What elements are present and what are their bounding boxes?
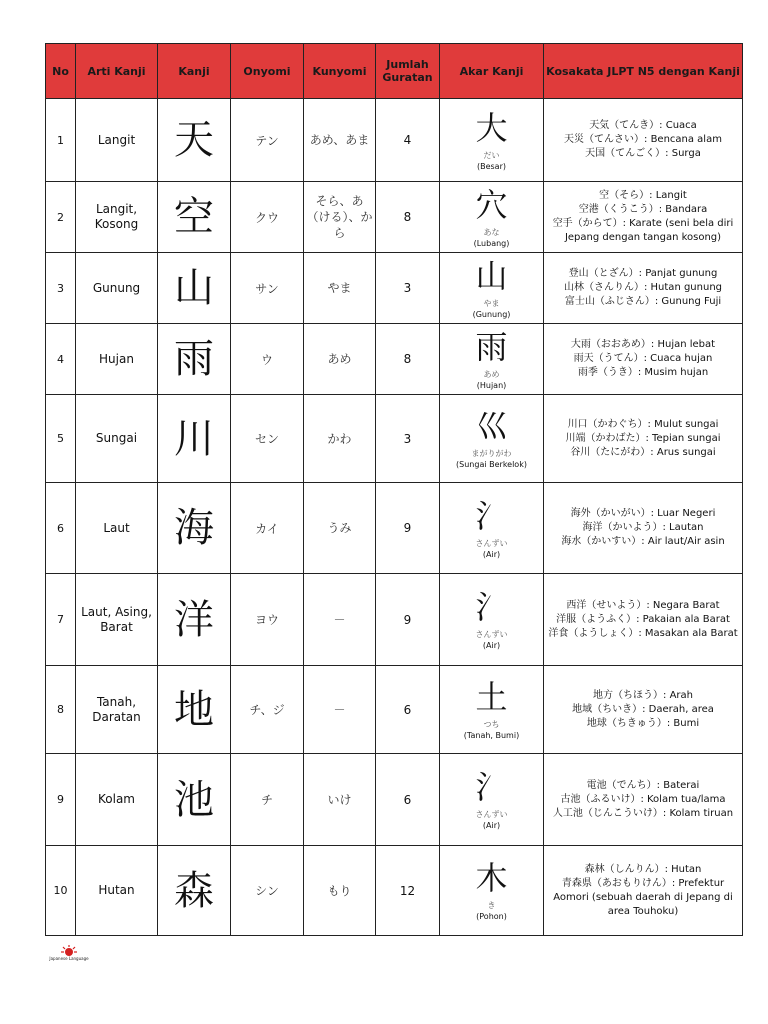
vocabulary-item: 天災（てんさい）: Bencana alam [564, 134, 722, 145]
row-number: 3 [46, 253, 76, 324]
radical-meaning: (Sungai Berkelok) [456, 460, 527, 469]
radical-character: 氵 [475, 496, 508, 535]
radical-reading: さんずい [475, 538, 508, 548]
row-number: 8 [46, 666, 76, 754]
radical-meaning: (Tanah, Bumi) [463, 731, 520, 740]
kunyomi-reading: － [304, 574, 376, 666]
radical-cell [440, 324, 544, 395]
vocabulary-item: 天気（てんき）: Cuaca [589, 120, 697, 131]
radical-cell [440, 846, 544, 936]
kanji-table [45, 43, 743, 936]
kanji-meaning: Tanah, Daratan [76, 666, 158, 754]
onyomi-reading: ヨウ [231, 574, 304, 666]
vocabulary-item: 山林（さんりん）: Hutan gunung [563, 282, 723, 293]
vocabulary-item: 海洋（かいよう）: Lautan [582, 522, 704, 533]
vocabulary-list [544, 483, 743, 574]
table-row [46, 846, 743, 936]
kanji-meaning: Langit [76, 99, 158, 182]
radical-reading: だい [483, 150, 500, 160]
vocabulary-item: 空手（からて）: Karate (seni bela diri Jepang dengan tangan kosong) [552, 218, 734, 243]
radical-reading: つち [483, 720, 500, 729]
row-number: 2 [46, 182, 76, 253]
vocabulary-item: 洋食（ようしょく）: Masakan ala Barat [548, 627, 738, 639]
kanji-character: 海 [158, 483, 231, 574]
logo-text: Japanese Language [49, 956, 89, 961]
table-row [46, 666, 743, 754]
vocabulary-item: 富士山（ふじさん）: Gunung Fuji [564, 296, 722, 307]
radical-reading: まがりがわ [471, 449, 512, 458]
vocabulary-item: 空港（くうこう）: Bandara [578, 204, 708, 215]
onyomi-reading: セン [231, 395, 304, 483]
header-kanji: Kanji [158, 44, 231, 99]
header-no: No [46, 44, 76, 99]
vocabulary-list [544, 324, 743, 395]
vocabulary-list [544, 99, 743, 182]
stroke-count: 6 [376, 666, 440, 754]
row-number: 10 [46, 846, 76, 936]
table-row [46, 253, 743, 324]
kunyomi-reading: － [304, 666, 376, 754]
row-number: 6 [46, 483, 76, 574]
radical-character: 雨 [475, 327, 508, 366]
radical-cell [440, 666, 544, 754]
header-akar: Akar Kanji [440, 44, 544, 99]
vocabulary-item: 森林（しんりん）: Hutan [584, 863, 702, 875]
kanji-meaning: Kolam [76, 754, 158, 846]
sun-icon [61, 945, 77, 956]
vocabulary-item: 海水（かいすい）: Air laut/Air asin [561, 536, 725, 547]
kunyomi-reading: あめ、あま [304, 99, 376, 182]
vocabulary-item: 青森県（あおもりけん）: Prefektur Aomori (sebuah daerah di Jepang di area Touhoku) [553, 877, 733, 917]
row-number: 7 [46, 574, 76, 666]
onyomi-reading: カイ [231, 483, 304, 574]
kanji-character: 山 [158, 253, 231, 324]
radical-character: 穴 [475, 185, 508, 224]
stroke-count: 3 [376, 253, 440, 324]
stroke-count: 8 [376, 182, 440, 253]
header-onyomi: Onyomi [231, 44, 304, 99]
row-number: 1 [46, 99, 76, 182]
kanji-meaning: Gunung [76, 253, 158, 324]
vocabulary-item: 地球（ちきゅう）: Bumi [586, 717, 700, 729]
table-row [46, 574, 743, 666]
table-row [46, 99, 743, 182]
kanji-meaning: Langit, Kosong [76, 182, 158, 253]
vocabulary-item: 電池（でんち）: Baterai [586, 779, 700, 791]
onyomi-reading: シン [231, 846, 304, 936]
radical-meaning: (Besar) [476, 161, 506, 171]
vocabulary-list [544, 253, 743, 324]
header-kunyomi: Kunyomi [304, 44, 376, 99]
radical-reading: さんずい [475, 630, 508, 639]
kunyomi-reading: あめ [304, 324, 376, 395]
radical-cell [440, 253, 544, 324]
kanji-meaning: Hujan [76, 324, 158, 395]
stroke-count: 12 [376, 846, 440, 936]
radical-meaning: (Air) [482, 821, 501, 830]
row-number: 9 [46, 754, 76, 846]
vocabulary-item: 川端（かわばた）: Tepian sungai [565, 432, 721, 444]
radical-reading: やま [483, 298, 500, 308]
kunyomi-reading: かわ [304, 395, 376, 483]
radical-meaning: (Hujan) [476, 380, 507, 390]
onyomi-reading: サン [231, 253, 304, 324]
vocabulary-item: 西洋（せいよう）: Negara Barat [566, 599, 720, 611]
stroke-count: 6 [376, 754, 440, 846]
kunyomi-reading: そら、あ（ける）、から [304, 182, 376, 253]
stroke-count: 4 [376, 99, 440, 182]
radical-character: 大 [475, 108, 508, 147]
kanji-character: 雨 [158, 324, 231, 395]
vocabulary-list [544, 574, 743, 666]
kanji-character: 地 [158, 666, 231, 754]
vocabulary-item: 登山（とざん）: Panjat gunung [568, 268, 718, 279]
vocabulary-item: 大雨（おおあめ）: Hujan lebat [570, 339, 716, 350]
vocabulary-list [544, 846, 743, 936]
vocabulary-item: 人工池（じんこういけ）: Kolam tiruan [552, 807, 734, 819]
radical-character: 氵 [475, 588, 508, 626]
table-row [46, 483, 743, 574]
radical-cell [440, 99, 544, 182]
brand-logo [49, 944, 89, 962]
vocabulary-item: 川口（かわぐち）: Mulut sungai [567, 418, 719, 430]
onyomi-reading: チ、ジ [231, 666, 304, 754]
kanji-meaning: Hutan [76, 846, 158, 936]
kanji-meaning: Laut [76, 483, 158, 574]
radical-character: 土 [475, 678, 508, 716]
vocabulary-item: 海外（かいがい）: Luar Negeri [570, 508, 716, 519]
header-arti: Arti Kanji [76, 44, 158, 99]
kanji-character: 川 [158, 395, 231, 483]
kunyomi-reading: いけ [304, 754, 376, 846]
kanji-character: 天 [158, 99, 231, 182]
onyomi-reading: クウ [231, 182, 304, 253]
vocabulary-item: 古池（ふるいけ）: Kolam tua/lama [560, 793, 726, 805]
table-row [46, 182, 743, 253]
vocabulary-item: 雨季（うき）: Musim hujan [577, 367, 709, 378]
radical-character: 氵 [475, 768, 508, 806]
stroke-count: 3 [376, 395, 440, 483]
header-guratan: Jumlah Guratan [376, 44, 440, 99]
kanji-character: 洋 [158, 574, 231, 666]
radical-meaning: (Air) [482, 641, 501, 650]
radical-cell [440, 754, 544, 846]
header-row [46, 44, 743, 99]
kanji-meaning: Laut, Asing, Barat [76, 574, 158, 666]
radical-reading: あめ [483, 369, 500, 379]
onyomi-reading: チ [231, 754, 304, 846]
row-number: 5 [46, 395, 76, 483]
kanji-character: 池 [158, 754, 231, 846]
stroke-count: 8 [376, 324, 440, 395]
vocabulary-item: 谷川（たにがわ）: Arus sungai [570, 446, 716, 458]
stroke-count: 9 [376, 483, 440, 574]
vocabulary-list [544, 666, 743, 754]
radical-meaning: (Air) [482, 549, 501, 559]
kunyomi-reading: もり [304, 846, 376, 936]
vocabulary-item: 空（そら）: Langit [599, 190, 687, 201]
radical-character: 山 [475, 256, 508, 295]
radical-cell [440, 574, 544, 666]
radical-character: 巛 [475, 407, 508, 445]
onyomi-reading: テン [231, 99, 304, 182]
row-number: 4 [46, 324, 76, 395]
table-row [46, 324, 743, 395]
stroke-count: 9 [376, 574, 440, 666]
table-row [46, 754, 743, 846]
radical-cell [440, 395, 544, 483]
kanji-character: 森 [158, 846, 231, 936]
radical-cell [440, 182, 544, 253]
kunyomi-reading: やま [304, 253, 376, 324]
vocabulary-item: 天国（てんごく）: Surga [585, 148, 701, 159]
kanji-character: 空 [158, 182, 231, 253]
vocabulary-list [544, 754, 743, 846]
kanji-meaning: Sungai [76, 395, 158, 483]
vocabulary-item: 地域（ちいき）: Daerah, area [572, 703, 714, 715]
onyomi-reading: ウ [231, 324, 304, 395]
vocabulary-item: 洋服（ようふく）: Pakaian ala Barat [556, 613, 730, 625]
vocabulary-list [544, 182, 743, 253]
radical-reading: さんずい [475, 810, 508, 819]
radical-reading: き [487, 901, 496, 910]
kunyomi-reading: うみ [304, 483, 376, 574]
radical-cell [440, 483, 544, 574]
radical-reading: あな [483, 227, 500, 237]
radical-meaning: (Gunung) [472, 309, 511, 319]
vocabulary-item: 雨天（うてん）: Cuaca hujan [573, 353, 713, 364]
radical-meaning: (Lubang) [473, 238, 510, 248]
vocabulary-item: 地方（ちほう）: Arah [593, 689, 693, 701]
radical-meaning: (Pohon) [476, 912, 507, 921]
vocabulary-list [544, 395, 743, 483]
table-row [46, 395, 743, 483]
radical-character: 木 [475, 859, 508, 897]
header-kosakata: Kosakata JLPT N5 dengan Kanji [544, 44, 743, 99]
